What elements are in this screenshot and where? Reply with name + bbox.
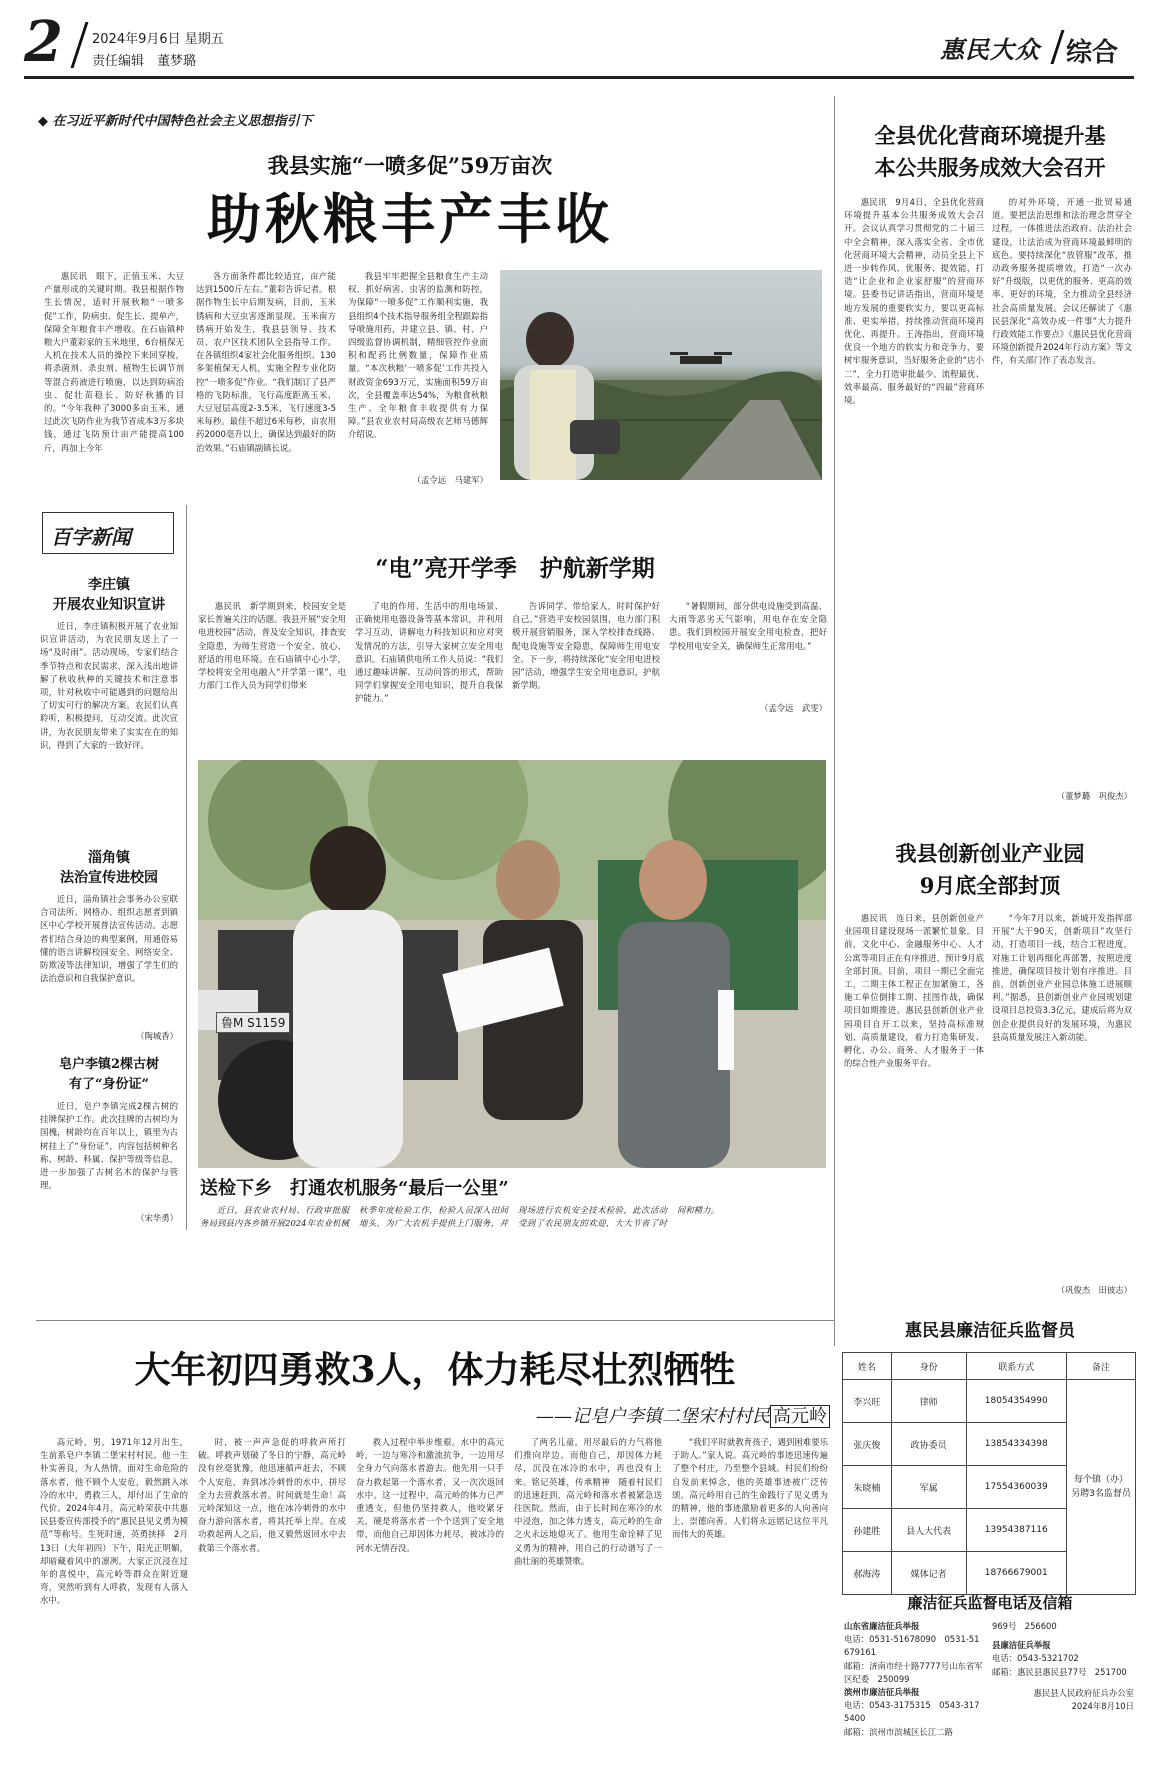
lead-title: 助秋粮丰产丰收 bbox=[207, 187, 613, 251]
lead-col1 bbox=[44, 270, 184, 492]
songjian-title: 送检下乡 打通农机服务“最后一公里” bbox=[200, 1178, 509, 1199]
songjian-body bbox=[200, 1204, 826, 1264]
hotline-left-1: 电话：0531-51678090 0531-51679161 bbox=[844, 1634, 980, 1658]
brief-brand bbox=[42, 512, 174, 554]
lead-photo bbox=[500, 270, 822, 480]
rt-col1-text: 惠民讯 9月4日，全县优化营商环境提升基本公共服务成效大会召开。会议认真学习贯彻党的二十届三中全会精神，深入落实全省、全市优化营商环境大会精神，动员全县上下进一步转作风、优服务、提效能，打造“让企业和企业家舒服”的营商环境。县委书记讲话指出，营商环境是地方发展的重要软实力，要以更高标准、更实举措，持续推动营商环境再优化、再提升。王涛指出，营商环境优良一个地方的软实力和竞争力，要树牢服务意识，当好服务企业的“店小二”，全力打造审批最少、流程最优、效率最高、服务最好的“四最”营商环境。 bbox=[844, 197, 984, 406]
dian-col1 bbox=[198, 600, 346, 730]
sup-header-row bbox=[843, 1353, 1136, 1380]
sup-phone: 18766679001 bbox=[966, 1552, 1067, 1595]
brief-brand-text: 百字新闻 bbox=[51, 525, 131, 549]
brief-3-title: 皂户李镇2棵古树 有了“身份证” bbox=[58, 1057, 160, 1092]
dian-title: “电”亮开学季 护航新学期 bbox=[375, 555, 655, 582]
sup-name: 孙建胜 bbox=[843, 1509, 892, 1552]
songjian-photo bbox=[198, 760, 826, 1168]
masthead: 惠民大众 bbox=[940, 35, 1040, 64]
lead-col3 bbox=[348, 270, 488, 470]
hero-title: 大年初四勇救3人，体力耗尽壮烈牺牲 bbox=[134, 1349, 736, 1391]
hotline-right bbox=[992, 1620, 1134, 1760]
lead-byline: （孟令远 马建军） bbox=[412, 475, 488, 485]
sup-phone: 18054354990 bbox=[966, 1380, 1067, 1423]
table-row bbox=[843, 1380, 1136, 1423]
cy-col1 bbox=[844, 912, 984, 1298]
hotline-left-2: 邮箱：济南市经十路7777号山东省军区纪委 250099 bbox=[844, 1660, 983, 1684]
hotline-title: 廉洁征兵监督电话及信箱 bbox=[907, 1594, 1073, 1612]
rt-col2-text: 的对外环境，开通一批贸易通道。要把法治思维和法治理念贯穿全过程，一体推进法治政府、法治社会建设，让法治成为营商环境最鲜明的底色。要持续深化“放管服”改革，推动政务服务提质增效，打造“一次办好”升级版，以更优的服务、更高的效率、更好的环境，全力推动全县经济社会高质量发展。会议还解读了《惠民县深化“高效办成一件事”大力提升行政效能工作要点》《惠民县优化营商环境创新提升2024年行动方案》等文件，有关部门作了表态发言。 bbox=[992, 197, 1132, 366]
sup-phone: 17554360039 bbox=[966, 1466, 1067, 1509]
hotline-right-2: 电话：0543-5321702 bbox=[992, 1653, 1079, 1664]
dian-col1-text: 惠民讯 新学期到来，校园安全是家长普遍关注的话题。我县开展“安全用电进校园”活动，普及安全知识，排查安全隐患，为师生营造一个安全、放心、舒适的用电环境。在石庙镇中心小学，学校将安全用电融入“开学第一课”，电力部门工作人员为同学们带来 bbox=[198, 601, 346, 691]
brief-2-byline: （陶城香） bbox=[136, 1031, 178, 1041]
header-date: 2024年9月6日 星期五 bbox=[92, 32, 224, 47]
drone-icon bbox=[670, 352, 732, 364]
hotline-right-4: 惠民县人民政府征兵办公室 bbox=[1033, 1687, 1134, 1698]
header-slash bbox=[71, 22, 89, 68]
songjian-photo-art bbox=[198, 760, 826, 1168]
sup-name: 郝海涛 bbox=[843, 1552, 892, 1595]
masthead-divider bbox=[1050, 30, 1064, 64]
brief-3-byline: （宋华勇） bbox=[136, 1213, 178, 1223]
banner-slogan: ◆ 在习近平新时代中国特色社会主义思想指引下 bbox=[38, 114, 313, 129]
hero-rule bbox=[36, 1320, 834, 1321]
hotline-right-0: 969号 256600 bbox=[992, 1621, 1057, 1631]
dian-col4-text: “暑假期间，部分供电设施受到高温、大雨等恶劣天气影响，用电存在安全隐患。我们到校园开展安全用电检查，把好学校用电安全关，确保师生正常用电。” bbox=[669, 601, 827, 651]
brief-1-text: 近日，李庄镇积极开展了农业知识宣讲活动，为农民朋友送上了一场“及时雨”。活动现场，专家们结合季节特点和农民需求，深入浅出地讲解了秋收秋种的关键技术和注意事项，针对秋收中可能遇到的问题给出了切实可行的解决方案。农民们认真聆听，积极提问，互动交流。此次宣讲，为农民朋友带来了实实在在的知识，得到了大家的一致好评。 bbox=[40, 621, 178, 750]
vehicle-plate: 鲁M S1159 bbox=[216, 1012, 290, 1033]
hotline-right-3: 邮箱：惠民县惠民县77号 251700 bbox=[992, 1666, 1127, 1677]
hero-col2-text: 时，被一声声急促的呼救声所打破。呼救声划破了冬日的宁静，高元岭没有丝毫犹豫，他迅速循声赶去，不顾个人安危，奔到冰冷刺骨的水中，拼尽全力去营救落水者。时间就是生命！高元岭深知这一点，他在冰冷刺骨的水中奋力游向落水者，将其托举上岸。在成功救起两人之后，他又毅然返回水中去救第三个落水者。 bbox=[198, 1437, 346, 1553]
lead-col3-text: 我县牢牢把握全县粮食生产主动权，抓好病害、虫害的监测和防控，为保障“一喷多促”工作顺利实施，我县组织4个技术指导服务组全程跟踪指导喷施用药，并建立县、镇、村、户四级监督协调机制，精细管控作业面积和配药比例数量，保障作业质量。“本次秋粮‘一喷多促’工作共投入财政资金693万元，实施面积59万亩次，全县覆盖率达54%，为粮食秋粮生产、全年粮食丰收提供有力保障。”县农业农村局高级农艺师马德辉介绍说。 bbox=[348, 271, 488, 440]
lead-kicker: 我县实施“一喷多促”59万亩次 bbox=[267, 153, 553, 178]
brief-2-title: 淄角镇 法治宣传进校园 bbox=[60, 850, 158, 886]
hotline-left-0: 山东省廉洁征兵举报 bbox=[844, 1621, 920, 1631]
cy-byline: （巩俊杰 田彼志） bbox=[1056, 1285, 1132, 1295]
sup-table bbox=[842, 1352, 1136, 1595]
hero-col4 bbox=[514, 1436, 662, 1756]
section-name: 综合 bbox=[1066, 38, 1119, 68]
brief-3-body bbox=[40, 1100, 178, 1210]
hotline-left-3: 滨州市廉洁征兵举报 bbox=[844, 1687, 920, 1698]
header-editor: 责任编辑 董梦璐 bbox=[92, 54, 197, 69]
rt-byline: （董梦璐 巩俊杰） bbox=[1056, 791, 1132, 801]
hero-col3-text: 救人过程中举步维艰。水中的高元岭，一边与寒冷和激流抗争，一边用尽全身力气向落水者游去。他先用一只手奋力救起第一个落水者，又一次次返回水中。这一过程中，高元岭的体力已严重透支，但他仍坚持救人，他咬紧牙关，硬是将落水者一个个送到了安全地带，而他自己却因体力耗尽，被冰冷的河水无情吞没。 bbox=[356, 1437, 504, 1553]
hero-col1 bbox=[40, 1436, 188, 1756]
sup-th-name: 姓名 bbox=[843, 1353, 892, 1380]
hero-col5 bbox=[672, 1436, 828, 1756]
hero-col1-text: 高元岭，男，1971年12月出生，生前系皂户李镇二堡宋村村民。他一生朴实善良，为人热情，面对生命危险的落水者，他不顾个人安危，毅然跳入冰冷的水中，勇救三人，却付出了生命的代价。2024年4月，高元岭荣获中共惠民县委宣传部授予的“惠民县见义勇为模范”等称号。生死时速，英勇挟择 2月13日（大年初四）下午，阳光正明媚，却暗藏着风中的凛冽。大家正沉浸在过年的喜悦中，高元岭等群众在附近遛弯，突然听到有人呼救，发现有人落入水中。 bbox=[40, 1437, 188, 1606]
cy-col2-text: “今年7月以来，新城开发指挥部开展“大干90天，创新项目”攻坚行动，打造项目一线，结合工程进度，对施工计划再细化再部署，按照进度推进，确保项目按计划有序推进。目前，创新创业产业园总体施工进展顺利。”据悉，县创新创业产业园规划建设项目总投资3.3亿元，建成后将为双创企业提供良好的发展环境，为惠民县高质量发展注入新动能。 bbox=[992, 913, 1132, 1042]
brief-1-title: 李庄镇 开展农业知识宣讲 bbox=[53, 577, 165, 613]
dian-col2 bbox=[355, 600, 503, 730]
column-rule-right bbox=[834, 96, 835, 1346]
rt-title: 全县优化营商环境提升基 本公共服务成效大会召开 bbox=[874, 123, 1106, 180]
sup-role: 律师 bbox=[891, 1380, 966, 1423]
sup-th-contact: 联系方式 bbox=[966, 1353, 1067, 1380]
hero-subtitle: ——记皂户李镇二堡宋村村民 bbox=[536, 1406, 770, 1427]
hero-name: 高元岭 bbox=[770, 1405, 830, 1428]
hero-col4-text: 了两名儿童，用尽最后的力气将他们推向岸边。而他自己，却因体力耗尽，沉没在冰冷的水中，再也没有上来。铭记英雄，传承精神 随着村民们的迅速赶到，高元岭和落水者被紧急送往医院。然而，由于长时间在寒冷的水中浸泡，加之体力透支，高元岭的生命之火永远地熄灭了。他用生命诠释了见义勇为的精神，用自己的行动谱写了一曲壮丽的英雄赞歌。 bbox=[514, 1437, 662, 1566]
dian-col3 bbox=[512, 600, 660, 730]
sup-role: 媒体记者 bbox=[891, 1552, 966, 1595]
sup-role: 政协委员 bbox=[891, 1423, 966, 1466]
dian-col2-text: 了电的作用、生活中的用电场景、正确使用电器设备等基本常识，并利用学习互动，讲解电力科技知识和应对突发情况的方法，引导大家树立安全用电意识。石庙镇供电所工作人员说：“我们通过趣味讲解、互动问答的形式，帮助同学们掌握安全用电知识，提升自我保护能力。” bbox=[355, 601, 503, 704]
brief-2-text: 近日，淄角镇社会事务办公室联合司法所、网格办、组织志愿者到镇区中心学校开展普法宣传活动。志愿者们结合身边的典型案例，用通俗易懂的语言讲解校园安全、网络安全、防欺凌等法律知识，增强了学生们的法治意识和自我保护意识。 bbox=[40, 894, 178, 984]
hero-col2 bbox=[198, 1436, 346, 1756]
sup-name: 张庆俊 bbox=[843, 1423, 892, 1466]
sup-role: 军属 bbox=[891, 1466, 966, 1509]
dian-col3-text: 告诉同学、带给家人，时时保护好自己。”营造平安校园氛围，电力部门积极开展营销服务，深入学校排查线路、配电设施等安全隐患，保障师生用电安全。下一步，将持续深化“安全用电进校园”活动，增强学生安全用电意识，护航新学期。 bbox=[512, 601, 660, 691]
brief-column-rule bbox=[186, 505, 187, 1230]
hero-subtitle-wrap bbox=[300, 1402, 830, 1428]
cy-col1-text: 惠民讯 连日来，县创新创业产业园项目建设现场一派繁忙景象。目前，文化中心、金融服务中心、人才公寓等项目正在有序推进，预计9月底全部封顶。目前，项目一期已全面完工，二期主体工程正在加紧施工，各施工单位倒排工期、挂图作战，确保项目如期推进。惠民县创新创业产业园项目自开工以来，坚持高标准规划、高质量建设，着力打造集研发、孵化、办公、商务、人才服务于一体的综合性产业服务平台。 bbox=[844, 913, 984, 1069]
lead-col2-text: 各方面条件都比较适宜，亩产能达到1500斤左右。”董彩告诉记者。根据作物生长中后期发病，目前，玉米锈病和大豆虫害逐渐显现。玉米南方锈病开始发生，我县县领导、技术员、农户区技术团队全县指导工作。在各镇组织4家社会化服务组织、130多架植保无人机，实施全程专业化防控“一喷多促”作业。“我们制订了县严格的飞防标准，飞行高度距离玉米、大豆冠层高度2-3.5米，飞行速度3-5米每秒。最佳不超过6米每秒，亩农用药2000毫升以上，确保达到最好的防治效果。”石庙镇副镇长说。 bbox=[196, 271, 336, 453]
sup-phone: 13954387116 bbox=[966, 1509, 1067, 1552]
lead-photo-art bbox=[500, 270, 822, 480]
sup-th-role: 身份 bbox=[891, 1353, 966, 1380]
hotline-right-5: 2024年8月10日 bbox=[1071, 1701, 1134, 1712]
rt-col2 bbox=[992, 196, 1132, 786]
sup-role: 县人大代表 bbox=[891, 1509, 966, 1552]
sup-name: 李兴旺 bbox=[843, 1380, 892, 1423]
cy-col2 bbox=[992, 912, 1132, 1282]
brief-1-body bbox=[40, 620, 178, 820]
brief-3-text: 近日，皂户李镇完成2棵古树的挂牌保护工作。此次挂牌的古树均为国槐，树龄均在百年以上，镇里为古树挂上了“身份证”，内容包括树种名称、树龄、科属、保护等级等信息，进一步加强了古树名木的保护与管理。 bbox=[40, 1101, 178, 1191]
hotline-left-4: 电话：0543-3175315 0543-3175400 bbox=[844, 1700, 980, 1724]
sup-table-wrap bbox=[842, 1352, 1136, 1595]
rt-col1 bbox=[844, 196, 984, 816]
lead-col1-text: 惠民讯 眼下，正值玉米、大豆产量形成的关键时期。我县根据作物生长情况，适时开展秋粮“一喷多促”工作，防病虫、促生长、提单产，保障全年粮食丰产增收。在石庙镇种粮大户董彩家的玉米地里，6台植保无人机在技术人员的操控下来回穿梭，将杀菌剂、杀虫剂、植物生长调节剂等混合药液进行喷施，以达到防病治虫、促壮苗稳长、防好秋播的目的。“今年我种了3000多亩玉米，通过此次飞防作业为我节省成本3万多块钱，通过飞防预计亩产能提高100斤，再加上今年 bbox=[44, 271, 184, 453]
brief-2-body bbox=[40, 893, 178, 1027]
hotline-right-1: 县廉洁征兵举报 bbox=[992, 1640, 1051, 1651]
lead-col2 bbox=[196, 270, 336, 492]
sup-title: 惠民县廉洁征兵监督员 bbox=[905, 1321, 1075, 1341]
sup-phone: 13854334398 bbox=[966, 1423, 1067, 1466]
hero-col3 bbox=[356, 1436, 504, 1756]
dian-col4 bbox=[669, 600, 827, 700]
dian-byline: （孟令远 武雯） bbox=[760, 703, 827, 713]
sup-note: 每个镇（办）另聘3名监督员 bbox=[1067, 1380, 1136, 1595]
hero-col5-text: “我们平时就教育孩子，遇到困难要乐于助人。”家人说。高元岭的事迹迅速传遍了整个村庄，乃至整个县域。村民们纷纷自发前来悼念，他的英雄事迹被广泛传颂。高元岭用自己的生命践行了见义勇为的精神，他的事迹激励着更多的人向善向上、崇德向善。人们将永远铭记这位平凡而伟大的英雄。 bbox=[672, 1437, 828, 1540]
header-rule bbox=[24, 76, 1134, 79]
page-number: 2 bbox=[24, 9, 63, 75]
hotline-left-5: 邮箱：滨州市滨城区长江二路 bbox=[844, 1726, 953, 1737]
hotline-left bbox=[844, 1620, 984, 1760]
sup-name: 朱晓楠 bbox=[843, 1466, 892, 1509]
songjian-text: 近日，县农业农村局、行政审批服务局到县内各乡镇开展2024年农业机械秋季年度检验工作，检验人员深入田间地头，为广大农机手提供上门服务，并现场进行农机安全技术检验，此次活动受到了农民朋友的欢迎，大大节省了时间和精力。 bbox=[200, 1205, 719, 1229]
sup-th-note: 备注 bbox=[1067, 1353, 1136, 1380]
cy-title: 我县创新创业产业园 9月底全部封顶 bbox=[895, 841, 1085, 898]
